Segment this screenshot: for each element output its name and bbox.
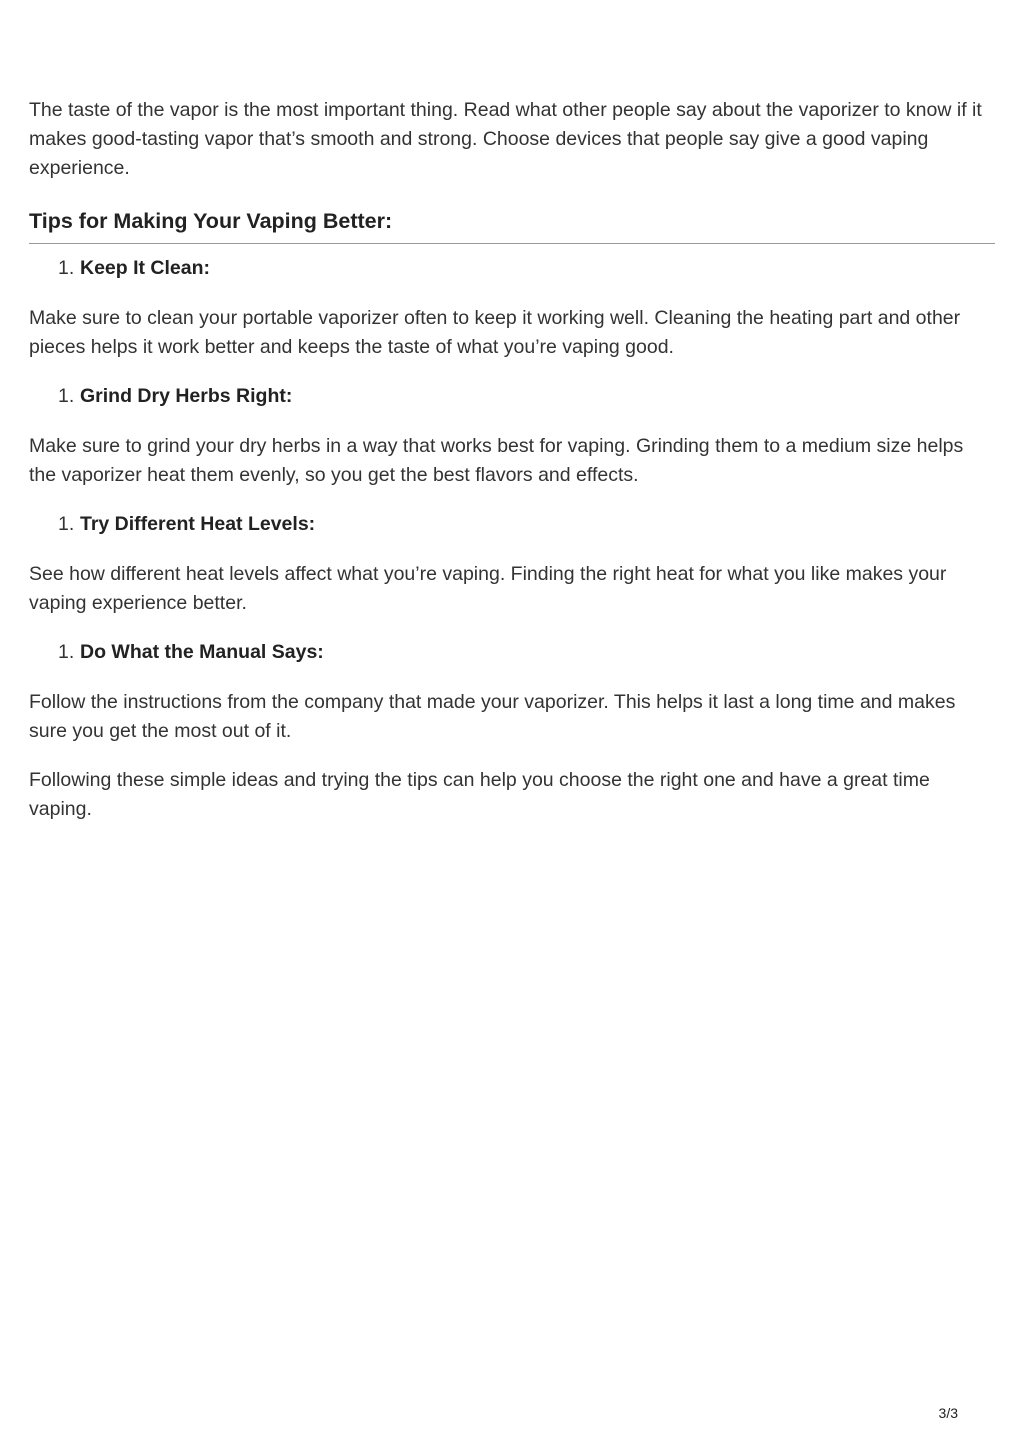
tip-body: Make sure to clean your portable vaporizer often to keep it working well. Cleaning the heating part and other pieces helps it work better and keeps the taste of what you’re vaping good.	[29, 307, 961, 358]
tip-number: 1.	[58, 641, 75, 663]
section-heading: Tips for Making Your Vaping Better:	[29, 207, 995, 244]
tip-number: 1.	[58, 385, 75, 407]
tip-heading	[58, 254, 995, 283]
tip-heading	[58, 510, 995, 539]
page-number: 3/3	[938, 1405, 958, 1421]
tip-title: Keep It Clean:	[80, 257, 211, 279]
tip-item	[29, 382, 995, 490]
tip-heading	[58, 638, 995, 667]
tip-body: Make sure to grind your dry herbs in a way that works best for vaping. Grinding them to a medium size helps the vaporizer heat them evenly, so you get the best flavors and effects.	[29, 435, 964, 486]
tip-title: Try Different Heat Levels:	[80, 513, 316, 535]
tip-item	[29, 510, 995, 618]
tip-body: See how different heat levels affect what you’re vaping. Finding the right heat for what you like makes your vaping experience better.	[29, 563, 947, 614]
tip-title: Do What the Manual Says:	[80, 641, 324, 663]
tip-body: Follow the instructions from the company that made your vaporizer. This helps it last a long time and makes sure you get the most out of it.	[29, 691, 956, 742]
closing-paragraph: Following these simple ideas and trying the tips can help you choose the right one and have a great time vaping.	[29, 769, 930, 820]
tip-item	[29, 254, 995, 362]
tip-item	[29, 638, 995, 746]
intro-paragraph: The taste of the vapor is the most important thing. Read what other people say about the vaporizer to know if it makes good-tasting vapor that’s smooth and strong. Choose devices that people say give a good vaping experience.	[29, 99, 982, 179]
document-content	[29, 96, 995, 824]
tip-heading	[58, 382, 995, 411]
tip-number: 1.	[58, 513, 75, 535]
tip-title: Grind Dry Herbs Right:	[80, 385, 293, 407]
tip-number: 1.	[58, 257, 75, 279]
